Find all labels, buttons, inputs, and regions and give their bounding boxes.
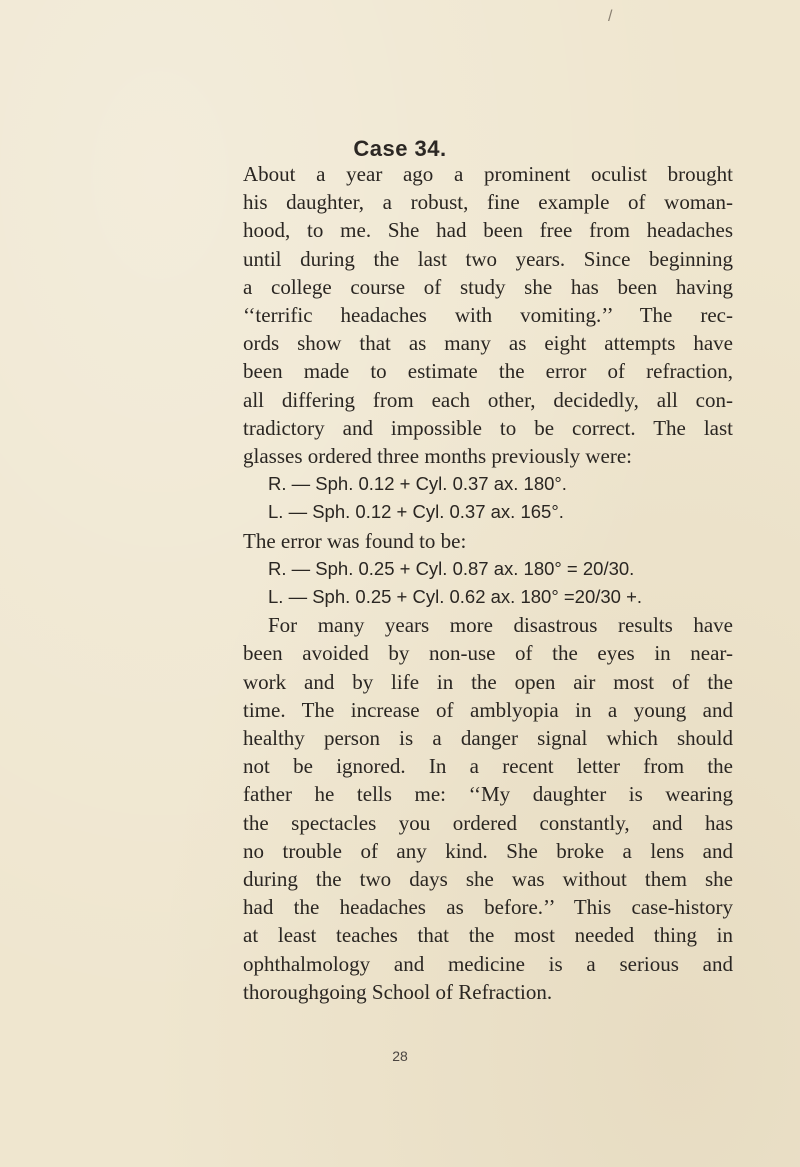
text-line-14: The error was found to be: [243,528,467,553]
text-line-18: been avoided by non-use of the eyes in near- [243,641,733,666]
text-line-27: had the headaches as before.’’ This case-history [243,895,733,920]
text-line-30: thoroughgoing School of Refraction. [243,979,553,1004]
text-line-9: all differing from each other, decidedly, all con- [243,387,733,412]
text-line-21: healthy person is a danger signal which should [243,726,733,751]
text-line-22: not be ignored. In a recent letter from the [243,754,733,779]
text-line-24: the spectacles you ordered constantly, and has [243,810,733,835]
prescription-left-eye-found: L. — Sph. 0.25 + Cyl. 0.62 ax. 180° =20/30 +. [268,586,643,608]
prescription-right-eye-found: R. — Sph. 0.25 + Cyl. 0.87 ax. 180° = 20/30. [268,557,635,579]
prescription-right-eye-previous: R. — Sph. 0.12 + Cyl. 0.37 ax. 180°. [268,473,567,495]
text-line-4: until during the last two years. Since beginning [243,246,733,271]
text-line-8: been made to estimate the error of refraction, [243,359,733,384]
scan-mark: / [608,8,613,25]
text-line-5: a college course of study she has been having [243,274,733,299]
text-line-26: during the two days she was without them she [243,867,733,892]
case-body [243,160,733,1006]
text-line-1: About a year ago a prominent oculist brought [243,162,733,186]
text-line-7: ords show that as many as eight attempts have [243,331,733,356]
text-line-10: tradictory and impossible to be correct. The last [243,415,733,440]
text-line-29: ophthalmology and medicine is a serious and [243,951,733,976]
text-line-11: glasses ordered three months previously were: [243,444,632,469]
text-line-19: work and by life in the open air most of the [243,669,733,694]
text-line-6: ‘‘terrific headaches with vomiting.’’ The rec- [243,303,733,328]
text-line-2: his daughter, a robust, fine example of woman- [243,190,733,215]
case-heading: Case 34. [353,136,447,161]
text-line-17: For many years more disastrous results have [268,613,733,638]
text-line-25: no trouble of any kind. She broke a lens and [243,838,733,863]
text-line-23: father he tells me: ‘‘My daughter is wearing [243,782,733,807]
page-number: 28 [392,1048,408,1064]
prescription-left-eye-previous: L. — Sph. 0.12 + Cyl. 0.37 ax. 165°. [268,501,564,523]
text-line-3: hood, to me. She had been free from headaches [243,218,733,243]
text-line-28: at least teaches that the most needed thing in [243,923,733,948]
text-line-20: time. The increase of amblyopia in a young and [243,697,733,722]
